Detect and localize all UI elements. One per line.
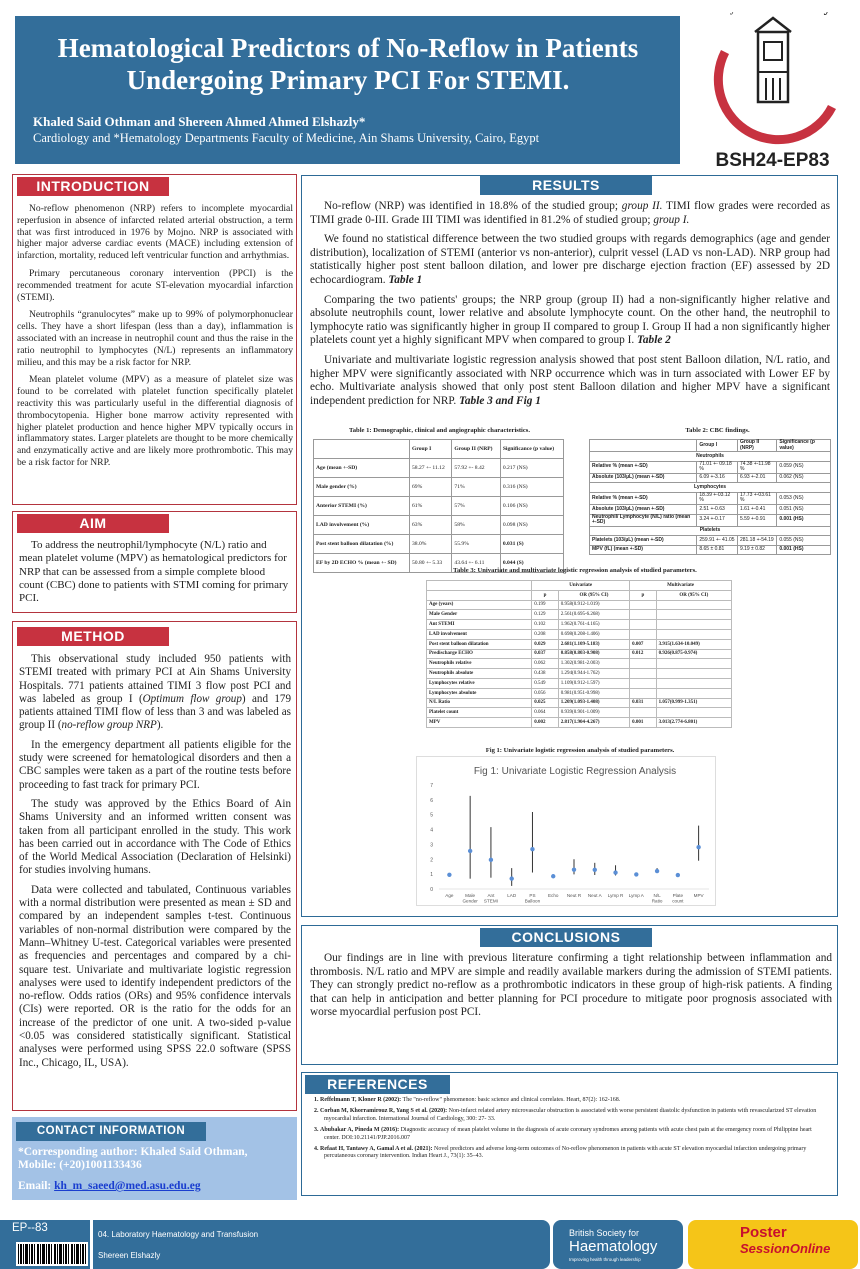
table-cell: Male gender (%) [314,478,410,497]
bsh-line2: Haematology [569,1238,658,1255]
table-cell [656,708,731,718]
table-row [427,610,732,620]
table2-caption: Table 2: CBC findings. [685,427,750,434]
method-paragraph-4: Data were collected and tabulated, Continuous variables with a normal distribution were presented as mean ± SD and compared by an independent samples t-test. Continuous variables of non-normal distribution were compared by the Mann–Whitney U-test. Categorical variables were presented as frequencies and percentages and compared by a chi-square test. Univariate and multivariate logistic regression analyses were used to identify independent predictors of the no-reflow. Odds ratios (ORs) and 95% confidence intervals (CIs) were reported. OR is the ratio for the odds for an increase of the predictor of one unit. A two-sided p-value <0.05 was considered statistically significant. Statistical analyses were performed using SPSS 22.0 software (SPSS Inc., Chicago, IL, USA). [19,883,291,1069]
table1-caption: Table 1: Demographic, clinical and angiographic characteristics. [348,427,531,434]
table-cell [656,629,731,639]
table-cell: Group I [410,440,452,459]
y-tick-label: 5 [430,812,433,819]
y-tick-label: 3 [430,842,433,849]
table-cell: 50.80 +- 5.33 [410,554,452,573]
table-cell: 57% [452,497,500,516]
poster-session-online-logo [688,1220,858,1269]
table-cell: 69% [410,478,452,497]
data-point [489,858,493,862]
bsh-line3: Improving health through leadership [569,1257,641,1262]
data-point [572,867,576,871]
table-row [427,639,732,649]
barcode-icon [16,1242,88,1266]
table2 [589,439,831,555]
method-heading: METHOD [17,627,169,646]
table-cell: 0.062 [532,659,558,669]
chart-marks [447,796,701,886]
table-cell [314,440,410,459]
table-cell: 0.208 [532,629,558,639]
table-cell: 38.0% [410,535,452,554]
table-cell: 3.013(2.774-6.801) [656,718,731,728]
x-tick-label: Plate count [672,893,684,904]
data-point [676,873,680,877]
table-cell: 0.549 [532,678,558,688]
table-cell [656,620,731,630]
method-text [19,653,291,1076]
table-cell: MPV [427,718,532,728]
reference-item: 4. Refaat H, Tantawy A, Gamal A et al. (2021): Novel predictors and adverse long-term outcomes of No-reflow phenomenon in patients with acute ST elevation myocardial infarction undergoing primary percutaneous coronary intervention. Indian Heart J., 73(1): 35–43. [314,1146,807,1160]
poster-title: Hematological Predictors of No-Reflow in Patients Undergoing Primary PCI For STEMI. [57,33,639,95]
table-cell: 61% [410,497,452,516]
table-cell: 0.037 [532,649,558,659]
table-cell: 58.27 +- 11.12 [410,459,452,478]
po-line1: Poster [740,1224,787,1241]
intro-paragraph-1: No-reflow phenomenon (NRP) refers to incomplete myocardial reperfusion in absence of infarcted related arterial obstruction, a term that was first introduced in 1976 by Mojno. NRP is associated with higher major adverse cardiac events (MACE) including extension of infarction, mortality, reduced left ventricular function and arrhythmias. [17,203,293,262]
table-cell: 0.025 [532,698,558,708]
table-row [427,620,732,630]
table-cell: 0.064 [532,708,558,718]
table-cell: Male Gender [427,610,532,620]
table-cell [630,688,656,698]
x-tick-label: PS Balloon [524,893,541,904]
fig1-caption: Fig 1: Univariate logistic regression analysis of studied parameters. [485,747,675,754]
table-row: Absolute (103/µL) (mean +-SD) 2.51 +-0.63 1.61 +-0.41 0.051 (NS) [590,505,831,515]
footer-ep-block [0,1220,90,1269]
table-cell [656,669,731,679]
results-paragraph-1: No-reflow (NRP) was identified in 18.8% of the studied group; group II. TIMI flow grades were recorded as TIMI grade 0-III. Grade III TIMI was identified in 81.2% of studied group; group I. [310,200,831,226]
table-cell: 3.915(1.634-10.049) [656,639,731,649]
table-header-row [314,440,564,459]
table-subheader [590,452,831,462]
table-row: Neutrophil/ Lymphocyte (N/L) ratio (mean +-SD) 3.24 +-0.17 5.59 +-0.91 0.001 (HS) [590,514,831,526]
table-cell: LAD involvement (%) [314,516,410,535]
poster-affiliation: Cardiology and *Hematology Departments Faculty of Medicine, Ain Shams University, Cairo, Egypt [33,131,540,145]
method-paragraph-1: This observational study included 950 patients with STEMI treated with primary PCI at Ain Shams University Hospitals. 771 patients attained TIMI 3 flow post PCI and was labeled as group I (Optimum flow group) and 179 patients attained TIMI flow of less than 3 and was labeled as group II (no-reflow group NRP). [19,653,292,732]
x-tick-label: Lymp A [628,893,644,898]
data-point [447,873,451,877]
table-cell: 0.031 (S) [500,535,563,554]
references-list [314,1097,829,1165]
table-cell: 0.958(0.912-1.019) [558,600,629,610]
table-row: Relative % (mean +-SD) 71.01 +- 09.18 % 74.38 +-11.98 % 0.059 (NS) [590,461,831,473]
table-cell: Post stent balloon dilatation [427,639,532,649]
contact-author: *Corresponding author: Khaled Said Othman, [18,1146,248,1158]
table-cell: Group I [697,440,738,452]
chart-title: Fig 1: Univariate Logistic Regression Analysis [473,766,677,777]
table-cell: 0.926(0.875-0.974) [656,649,731,659]
table-cell: Anterior STEMI (%) [314,497,410,516]
table-cell: 0.106 (NS) [500,497,563,516]
table-subheader: Lymphocytes [590,483,831,493]
table-cell [630,600,656,610]
table-cell: 0.031 [630,698,656,708]
footer-info-block [93,1220,550,1269]
x-tick-label: MPV [693,893,704,898]
introduction-heading: INTRODUCTION [17,177,169,196]
table-cell: Neutrophils relative [427,659,532,669]
table1 [313,439,564,573]
table-cell: 2.681(1.109-5.183) [558,639,629,649]
table-row [314,478,564,497]
introduction-text [17,203,293,475]
table-header-row: Univariate Multivariate [427,581,732,591]
reference-item: 1. Reffelmann T, Kloner R (2002): The "no-reflow" phenomenon: basic science and clinical correlates. Heart, 87(2): 162-168. [314,1097,621,1103]
results-text [310,200,830,414]
table-cell: Neutrophils [590,452,831,462]
table-cell [630,659,656,669]
table-cell: Significance (p value) [500,440,563,459]
results-paragraph-4: Univariate and multivariate logistic regression analysis showed that post stent Balloon dilation, N/L ratio, and higher MPV were significantly associated with NRP occurrence which was in turn associated with Lower EF by echo. Multivariate analysis showed that only post stent Balloon dilation and higher MPV have a significant independent prediction for NRP. Table 3 and Fig 1 [310,353,830,407]
table-cell: N/L Ratio [427,698,532,708]
table-cell [630,669,656,679]
table-cell [656,610,731,620]
y-tick-label: 6 [430,797,433,804]
table-cell: 0.002 [532,718,558,728]
bsh-logo [553,1220,683,1269]
data-point [509,876,513,880]
table-cell: 57.92 +- 8.42 [452,459,500,478]
footer-presenter: Shereen Elshazly [98,1251,161,1260]
table-cell [590,440,697,452]
reference-item: 2. Corban M, Khorramirouz R, Yang S et al. (2020): Non-infarct related artery microvascular obstruction is associated with worse persistent diastolic dysfunction in patients with revascularized ST elevation myocardial infarction. International Journal of Cardiology, 300: 27- 33. [314,1108,817,1122]
intro-paragraph-2: Primary percutaneous coronary intervention (PPCI) is the recommended treatment for acute ST-elevation myocardial infarction (STEMI). [17,267,293,303]
contact-email-row: Email: kh_m_saeed@med.asu.edu.eg [18,1180,201,1192]
data-point [634,872,638,876]
table-cell: Group II (NRP) [737,440,776,452]
table-cell: 0.199 [532,600,558,610]
footer-category: 04. Laboratory Haematology and Transfusion [98,1230,259,1239]
table-cell: 2.817(1.904-4.267) [558,718,629,728]
ain-shams-logo [700,12,845,147]
footer-ep-code: EP--83 [12,1222,48,1234]
table-cell: 0.438 [532,669,558,679]
table-cell: Neutrophils absolute [427,669,532,679]
fig1-svg [417,757,717,907]
table-cell: 63% [410,516,452,535]
table-cell [656,688,731,698]
method-paragraph-3: The study was approved by the Ethics Board of Ain Shams University and an informed written consent was taken from all participant enrolled in the study. This work has been carried out in accordance with The Code of Ethics of the World Medical Association (Declaration of Helsinki) for studies involving humans. [19,797,291,877]
table-cell: EF by 2D ECHO % (mean +- SD) [314,554,410,573]
conclusions-text [310,952,832,1026]
contact-heading: CONTACT INFORMATION [16,1122,206,1141]
table-row [314,516,564,535]
contact-mobile: Mobile: (+20)1001133436 [18,1159,142,1171]
aim-paragraph: To address the neutrophil/lymphocyte (N/L) ratio and mean platelet volume (MPV) as hematological predictors for NRP that can be assessed from a simple complete blood count (CBC) done to patients with STMI coming for primary PCI. [19,539,289,605]
table-cell: Lymphocytes absolute [427,688,532,698]
x-tick-label: N/L Ratio [651,893,663,904]
table-row [427,600,732,610]
table-row [314,535,564,554]
conclusions-paragraph: Our findings are in line with previous literature confirming a tight relationship between inflammation and thrombosis. N/L ratio and MPV are simple and readily available markers during the admission of STEMI patients. They can strongly predict no-reflow as a prothrombotic indicators in these group of high-risk patients. A finding that can help in anticipation and better planning for PCI procedure to mitigate poor prognosis associated with worse myocardial perfusion post PCI. [310,952,832,1019]
table-cell: Platelet count [427,708,532,718]
table-cell: 1.109(0.912-1.597) [558,678,629,688]
table-row [427,669,732,679]
table-cell: 0.217 (NS) [500,459,563,478]
intro-paragraph-4: Mean platelet volume (MPV) as a measure of platelet size was found to be correlated with platelet function specifically platelet reactivity this was particularly useful in the differential diagnosis of thrombocytopenia. Higher bone marrow activity represented with higher platelet production and hence higher MPV typically occurs in inflammatory states. Larger platelets are thought to be more chemically and enzymatically active and are likely more prothrombotic. This may be a risk factor for NRP. [17,374,293,468]
data-point [655,869,659,873]
table-cell: 0.044 (S) [500,554,563,573]
references-heading: REFERENCES [305,1075,450,1094]
results-paragraph-3: Comparing the two patients' groups; the NRP group (group II) had a non-significantly higher relative and absolute neutrophils count, lower relative and absolute lymphocyte count. On the other hand, the neutrophil to lymphocyte ratio was significantly higher in group II compared to group I. Group II had a non significantly higher platelets count yet a highly significant MPV when compared to group I. Table 2 [310,293,830,347]
table-row [314,497,564,516]
table-cell: 0.102 [532,620,558,630]
results-heading: RESULTS [480,176,652,195]
data-point [530,847,534,851]
table-cell: 0.012 [630,649,656,659]
table-cell: 0.007 [630,639,656,649]
table-cell: 0.056 [532,688,558,698]
contact-section [12,1117,297,1200]
chart-y-axis [430,783,709,893]
results-paragraph-2: We found no statistical difference between the two studied groups with regards demographics (age and gender distribution), localization of STEMI (anterior vs non-anterior), culprit vessel (LAD vs non-LAD). NRP group had statistically higher post stent balloon dilation, and lower pre discharge ejection fraction (EF) assessed by 2D echocardiogram. Table 1 [310,233,830,286]
table-cell [656,600,731,610]
table-row: Platelets (103/µL) (mean +-SD) 259.91 +- 41.05 281.18 +-54.19 0.055 (NS) [590,536,831,546]
table3-caption: Table 3: Univariate and multivariate logistic regression analysis of studied parameters. [453,567,697,574]
footer [0,1220,860,1269]
poster-header [15,16,680,164]
x-tick-label: Ant STEMI [483,893,498,904]
table-cell: 0.316 (NS) [500,478,563,497]
table-row [427,649,732,659]
fig1-chart [416,756,716,906]
table-row [314,459,564,478]
table-cell [656,659,731,669]
data-point [468,849,472,853]
table-cell: 0.858(0.803-0.908) [558,649,629,659]
table-cell: Ant STEMI [427,620,532,630]
table-row: MPV (fL) (mean +-SD) 8.65 ± 0.81 9.19 ± 0.82 0.001 (HS) [590,545,831,555]
table-cell: Age (years) [427,600,532,610]
table-cell: 0.981(0.951-0.998) [558,688,629,698]
table-cell: 0.098 (NS) [500,516,563,535]
chart-x-labels [445,893,704,904]
table-cell: 0.129 [532,610,558,620]
table-cell: 0.001 [630,718,656,728]
table-cell: 58% [452,516,500,535]
table-row: Absolute (103/µL) (mean +-SD) 6.09 +-3.16 6.93 +-2.01 0.062 (NS) [590,473,831,483]
table-cell: 1.209(1.093-1.408) [558,698,629,708]
data-point [593,868,597,872]
table-row [427,708,732,718]
table-row [427,678,732,688]
table-cell: 1.962(0.761-4.165) [558,620,629,630]
x-tick-label: Age [445,893,454,898]
table-row [427,659,732,669]
table-cell [630,708,656,718]
table-row: Relative % (mean +-SD) 18.39 +-03.12 % 17.73 +-03.61 % 0.053 (NS) [590,492,831,504]
table-subheader: Platelets [590,526,831,536]
table-row [427,698,732,708]
table-cell: 55.9% [452,535,500,554]
table-cell: Age (mean +-SD) [314,459,410,478]
table-header-row: p OR (95% CI) p OR (95% CI) [427,590,732,600]
data-point [613,870,617,874]
x-tick-label: LAD [507,893,517,898]
poster-authors: Khaled Said Othman and Shereen Ahmed Ahmed Elshazly* [33,114,366,129]
table-cell: Predischarge ECHO [427,649,532,659]
table-cell: Significance (p value) [777,440,831,452]
method-paragraph-2: In the emergency department all patients eligible for the study were screened for hematological disorders and then a CBC samples were taken as a part of the routine tests before proceeding to fast track for primary PCI. [19,738,291,791]
table3 [426,580,732,728]
aim-text [19,539,291,611]
bsh-line1: British Society for [569,1228,640,1238]
table-cell [630,610,656,620]
poster-code: BSH24-EP83 [715,150,830,171]
x-tick-label: Male Gender [462,893,478,904]
table-cell: 0.939(0.901-1.009) [558,708,629,718]
x-tick-label: Lymp R [607,893,624,898]
table-row [427,688,732,698]
table-row [590,440,831,452]
table-cell: LAD involvement [427,629,532,639]
x-tick-label: Neut A [587,893,602,898]
y-tick-label: 4 [430,827,433,834]
table-cell: Lymphocytes relative [427,678,532,688]
email-link[interactable]: kh_m_saeed@med.asu.edu.eg [54,1180,201,1192]
table-cell [656,678,731,688]
table-cell: 1.294(0.944-1.762) [558,669,629,679]
y-tick-label: 2 [430,857,433,864]
reference-item: 3. Abubakar A, Pineda M (2016): Diagnostic accuracy of mean platelet volume in the diagnosis of acute coronary syndromes among patients with acute chest pain at the emergency room of Philippine heart center. DOI:10.21141/PJP.2016.007 [314,1127,812,1141]
data-point [551,874,555,878]
table-cell: Post stent balloon dilatation (%) [314,535,410,554]
table-cell: 0.698(0.208-1.406) [558,629,629,639]
table-cell: 1.302(0.981-2.003) [558,659,629,669]
table-row [427,629,732,639]
y-tick-label: 7 [430,783,433,789]
table-cell [630,629,656,639]
conclusions-heading: CONCLUSIONS [480,928,652,947]
logo-text-bottom [700,12,831,16]
data-point [696,845,700,849]
aim-heading: AIM [17,514,169,533]
intro-paragraph-3: Neutrophils “granulocytes” make up to 99% of polymorphonuclear cells. They have a short lifespan (less than a day), inflammation is associated with an increase in neutrophil count and thus the raise in the ratio neutrophil to lymphocytes (N/L) represents an inflammatory milieu, and this may be a risk factor for NRP. [17,309,293,368]
po-line2: SessionOnline [740,1241,831,1256]
y-tick-label: 1 [430,872,433,879]
table-cell: 0.029 [532,639,558,649]
table-cell: 1.057(0.999-1.351) [656,698,731,708]
table-cell [630,620,656,630]
x-tick-label: Echo [547,893,559,898]
x-tick-label: Neut R [566,893,582,898]
table-cell: Group II (NRP) [452,440,500,459]
table-cell: 2.561(0.695-6.268) [558,610,629,620]
table-row [427,718,732,728]
table-cell: 43.64 +- 6.11 [452,554,500,573]
table-cell: 71% [452,478,500,497]
table-cell [630,678,656,688]
y-tick-label: 0 [430,887,433,893]
